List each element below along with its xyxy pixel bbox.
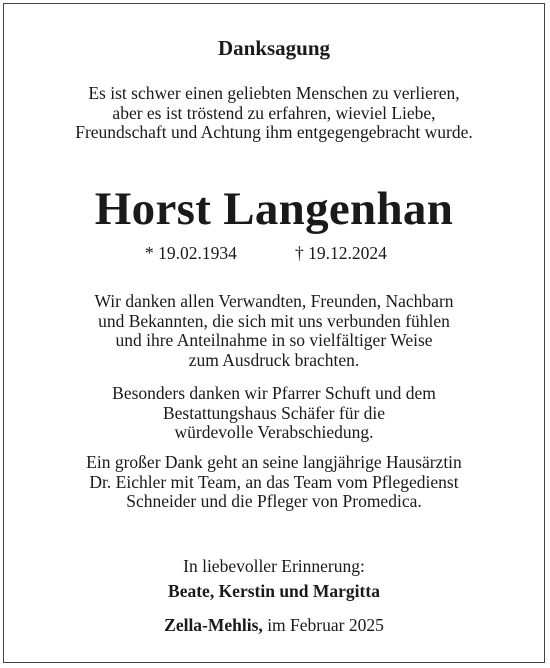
intro-text xyxy=(4,84,544,143)
place-and-date xyxy=(4,614,544,636)
paragraph-line: würdevolle Verabschiedung. xyxy=(174,422,374,442)
special-thanks-paragraph xyxy=(4,384,544,443)
birth-date: * 19.02.1934 xyxy=(145,243,237,263)
paragraph-line: Besonders danken wir Pfarrer Schuft und dem xyxy=(112,383,436,403)
intro-line: aber es ist tröstend zu erfahren, wieviel Liebe, xyxy=(112,102,436,123)
paragraph-line: Dr. Eichler mit Team, an das Team vom Pflegedienst xyxy=(89,471,459,492)
closing-line: In liebevoller Erinnerung: xyxy=(183,556,365,576)
obituary-notice xyxy=(3,3,545,663)
paragraph-line: und Bekannten, die sich mit uns verbunden fühlen xyxy=(98,310,450,331)
paragraph-line: und ihre Anteilnahme in so vielfältiger Weise xyxy=(115,330,433,350)
deceased-name: Horst Langenhan xyxy=(94,183,454,235)
thanks-paragraph xyxy=(4,292,544,370)
doctor-thanks-paragraph xyxy=(4,453,544,512)
death-date: † 19.12.2024 xyxy=(295,243,387,263)
intro-line: Es ist schwer einen geliebten Menschen zu verlieren, xyxy=(88,83,460,103)
paragraph-line: Bestattungshaus Schäfer für die xyxy=(162,402,386,423)
paragraph-line: Wir danken allen Verwandten, Freunden, Nachbarn xyxy=(94,291,454,311)
paragraph-line: Schneider und die Pfleger von Promedica. xyxy=(126,491,422,511)
date-text: im Februar 2025 xyxy=(262,615,384,635)
heading: Danksagung xyxy=(217,36,331,60)
paragraph-line: zum Ausdruck brachten. xyxy=(188,349,360,370)
paragraph-line: Ein großer Dank geht an seine langjährige Hausärztin xyxy=(86,452,462,472)
intro-line: Freundschaft und Achtung ihm entgegengebracht wurde. xyxy=(75,122,473,142)
place: Zella-Mehlis, xyxy=(164,615,263,635)
signers: Beate, Kerstin und Margitta xyxy=(168,581,380,601)
